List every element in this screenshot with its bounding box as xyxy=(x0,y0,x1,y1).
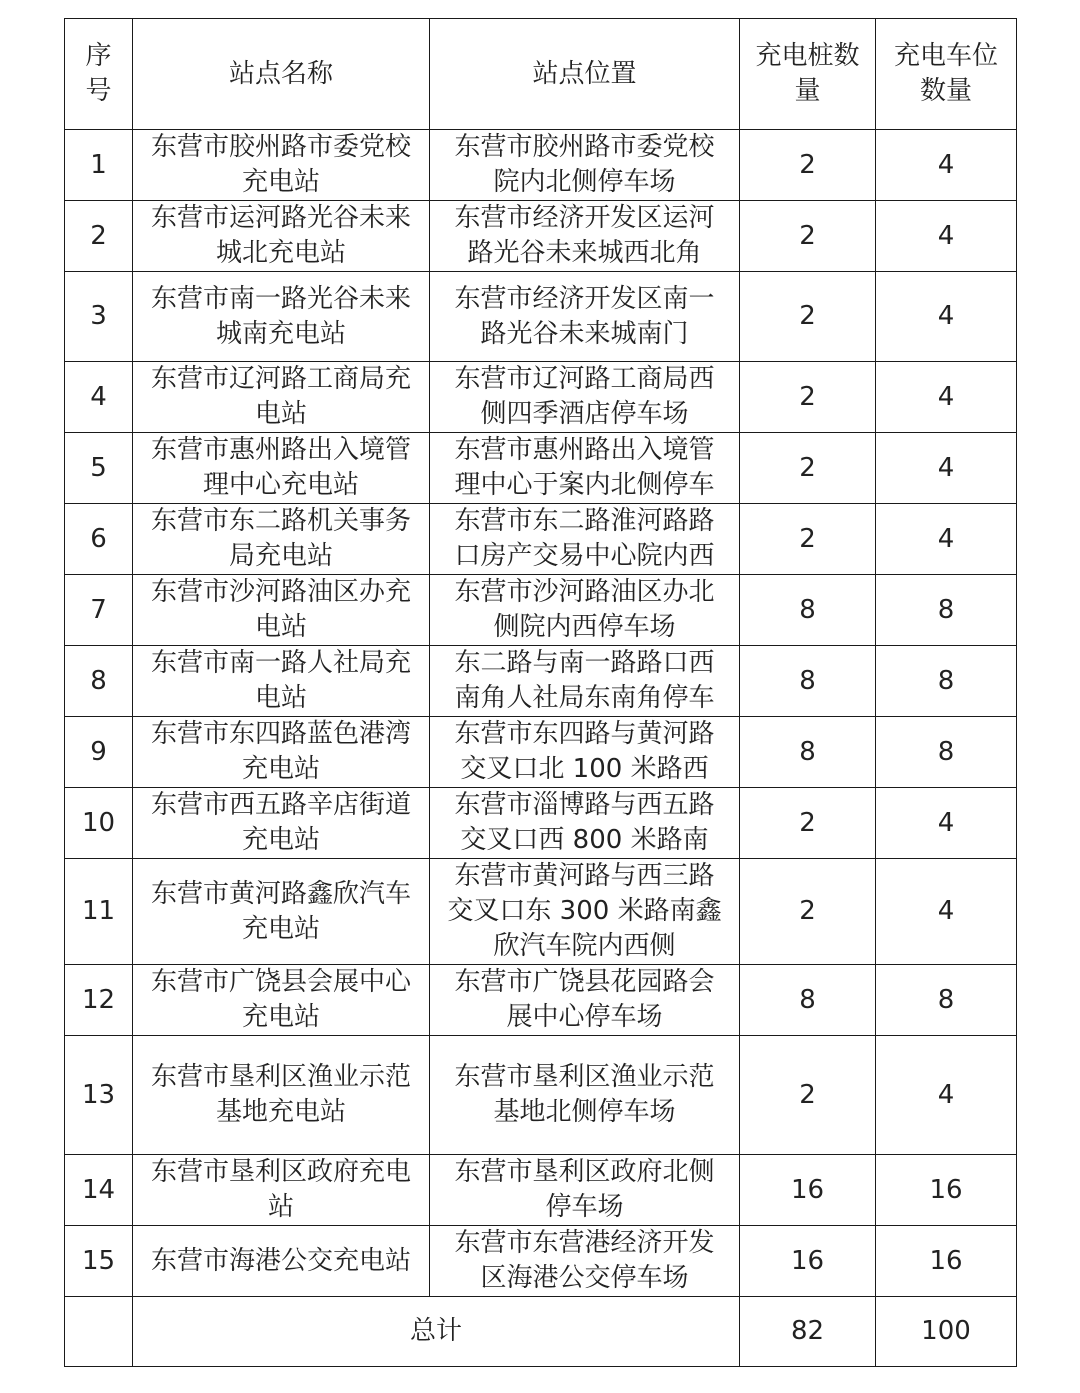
row-space-count: 4 xyxy=(876,788,1017,859)
table-row xyxy=(65,1155,1017,1226)
table-row xyxy=(65,965,1017,1036)
table-row xyxy=(65,201,1017,272)
row-station-location: 东营市广饶县花园路会展中心停车场 xyxy=(430,965,740,1036)
row-pile-count: 2 xyxy=(740,1036,876,1155)
row-space-count: 4 xyxy=(876,201,1017,272)
row-space-count: 16 xyxy=(876,1226,1017,1297)
row-pile-count: 2 xyxy=(740,362,876,433)
row-station-name: 东营市海港公交充电站 xyxy=(133,1226,430,1297)
row-station-name: 东营市胶州路市委党校充电站 xyxy=(133,130,430,201)
total-no-cell xyxy=(65,1297,133,1367)
row-space-count: 4 xyxy=(876,362,1017,433)
total-space-count: 100 xyxy=(876,1297,1017,1367)
row-space-count: 8 xyxy=(876,965,1017,1036)
row-station-name: 东营市东四路蓝色港湾充电站 xyxy=(133,717,430,788)
row-station-location: 东营市黄河路与西三路交叉口东 300 米路南鑫欣汽车院内西侧 xyxy=(430,859,740,965)
total-pile-count: 82 xyxy=(740,1297,876,1367)
table-row xyxy=(65,272,1017,362)
row-space-count: 4 xyxy=(876,433,1017,504)
row-station-location: 东营市经济开发区南一路光谷未来城南门 xyxy=(430,272,740,362)
table-row xyxy=(65,504,1017,575)
table-row xyxy=(65,717,1017,788)
row-no: 11 xyxy=(65,859,133,965)
row-station-location: 东营市沙河路油区办北侧院内西停车场 xyxy=(430,575,740,646)
row-station-location: 东营市垦利区渔业示范基地北侧停车场 xyxy=(430,1036,740,1155)
row-station-name: 东营市东二路机关事务局充电站 xyxy=(133,504,430,575)
row-pile-count: 16 xyxy=(740,1226,876,1297)
header-pile-count: 充电桩数量 xyxy=(740,19,876,130)
row-station-name: 东营市垦利区渔业示范基地充电站 xyxy=(133,1036,430,1155)
row-space-count: 4 xyxy=(876,504,1017,575)
table-row xyxy=(65,433,1017,504)
total-row xyxy=(65,1297,1017,1367)
row-station-location: 东营市惠州路出入境管理中心于案内北侧停车 xyxy=(430,433,740,504)
row-station-name: 东营市南一路人社局充电站 xyxy=(133,646,430,717)
row-pile-count: 2 xyxy=(740,130,876,201)
row-no: 3 xyxy=(65,272,133,362)
table-header-row xyxy=(65,19,1017,130)
row-station-location: 东二路与南一路路口西南角人社局东南角停车 xyxy=(430,646,740,717)
header-no: 序号 xyxy=(65,19,133,130)
row-no: 9 xyxy=(65,717,133,788)
row-no: 6 xyxy=(65,504,133,575)
row-pile-count: 16 xyxy=(740,1155,876,1226)
row-no: 5 xyxy=(65,433,133,504)
row-station-location: 东营市东四路与黄河路交叉口北 100 米路西 xyxy=(430,717,740,788)
row-pile-count: 8 xyxy=(740,965,876,1036)
table-row xyxy=(65,859,1017,965)
row-no: 1 xyxy=(65,130,133,201)
row-space-count: 8 xyxy=(876,717,1017,788)
row-pile-count: 2 xyxy=(740,504,876,575)
header-space-count: 充电车位数量 xyxy=(876,19,1017,130)
row-no: 8 xyxy=(65,646,133,717)
row-space-count: 16 xyxy=(876,1155,1017,1226)
table-row xyxy=(65,575,1017,646)
row-no: 14 xyxy=(65,1155,133,1226)
row-space-count: 4 xyxy=(876,272,1017,362)
table-row xyxy=(65,130,1017,201)
row-no: 10 xyxy=(65,788,133,859)
row-station-name: 东营市垦利区政府充电站 xyxy=(133,1155,430,1226)
row-no: 2 xyxy=(65,201,133,272)
header-station-name: 站点名称 xyxy=(133,19,430,130)
row-space-count: 4 xyxy=(876,130,1017,201)
row-pile-count: 2 xyxy=(740,201,876,272)
row-station-location: 东营市辽河路工商局西侧四季酒店停车场 xyxy=(430,362,740,433)
row-no: 15 xyxy=(65,1226,133,1297)
table-row xyxy=(65,362,1017,433)
row-space-count: 8 xyxy=(876,646,1017,717)
row-station-location: 东营市东营港经济开发区海港公交停车场 xyxy=(430,1226,740,1297)
row-station-name: 东营市广饶县会展中心充电站 xyxy=(133,965,430,1036)
row-station-name: 东营市惠州路出入境管理中心充电站 xyxy=(133,433,430,504)
row-station-name: 东营市西五路辛店街道充电站 xyxy=(133,788,430,859)
table-row xyxy=(65,646,1017,717)
row-pile-count: 2 xyxy=(740,272,876,362)
row-station-name: 东营市辽河路工商局充电站 xyxy=(133,362,430,433)
row-station-name: 东营市沙河路油区办充电站 xyxy=(133,575,430,646)
row-space-count: 4 xyxy=(876,859,1017,965)
row-pile-count: 2 xyxy=(740,859,876,965)
row-pile-count: 8 xyxy=(740,575,876,646)
row-station-name: 东营市南一路光谷未来城南充电站 xyxy=(133,272,430,362)
row-no: 4 xyxy=(65,362,133,433)
row-station-location: 东营市经济开发区运河路光谷未来城西北角 xyxy=(430,201,740,272)
row-station-location: 东营市东二路淮河路路口房产交易中心院内西 xyxy=(430,504,740,575)
row-pile-count: 8 xyxy=(740,646,876,717)
row-space-count: 8 xyxy=(876,575,1017,646)
row-station-location: 东营市垦利区政府北侧停车场 xyxy=(430,1155,740,1226)
total-label: 总计 xyxy=(133,1297,740,1367)
row-station-location: 东营市淄博路与西五路交叉口西 800 米路南 xyxy=(430,788,740,859)
row-station-name: 东营市黄河路鑫欣汽车充电站 xyxy=(133,859,430,965)
table-row xyxy=(65,1226,1017,1297)
charging-station-table xyxy=(64,18,1017,1367)
row-no: 12 xyxy=(65,965,133,1036)
row-station-location: 东营市胶州路市委党校院内北侧停车场 xyxy=(430,130,740,201)
row-space-count: 4 xyxy=(876,1036,1017,1155)
row-station-name: 东营市运河路光谷未来城北充电站 xyxy=(133,201,430,272)
row-pile-count: 2 xyxy=(740,433,876,504)
row-no: 7 xyxy=(65,575,133,646)
table-row xyxy=(65,788,1017,859)
table-row xyxy=(65,1036,1017,1155)
header-station-location: 站点位置 xyxy=(430,19,740,130)
row-pile-count: 2 xyxy=(740,788,876,859)
row-pile-count: 8 xyxy=(740,717,876,788)
row-no: 13 xyxy=(65,1036,133,1155)
